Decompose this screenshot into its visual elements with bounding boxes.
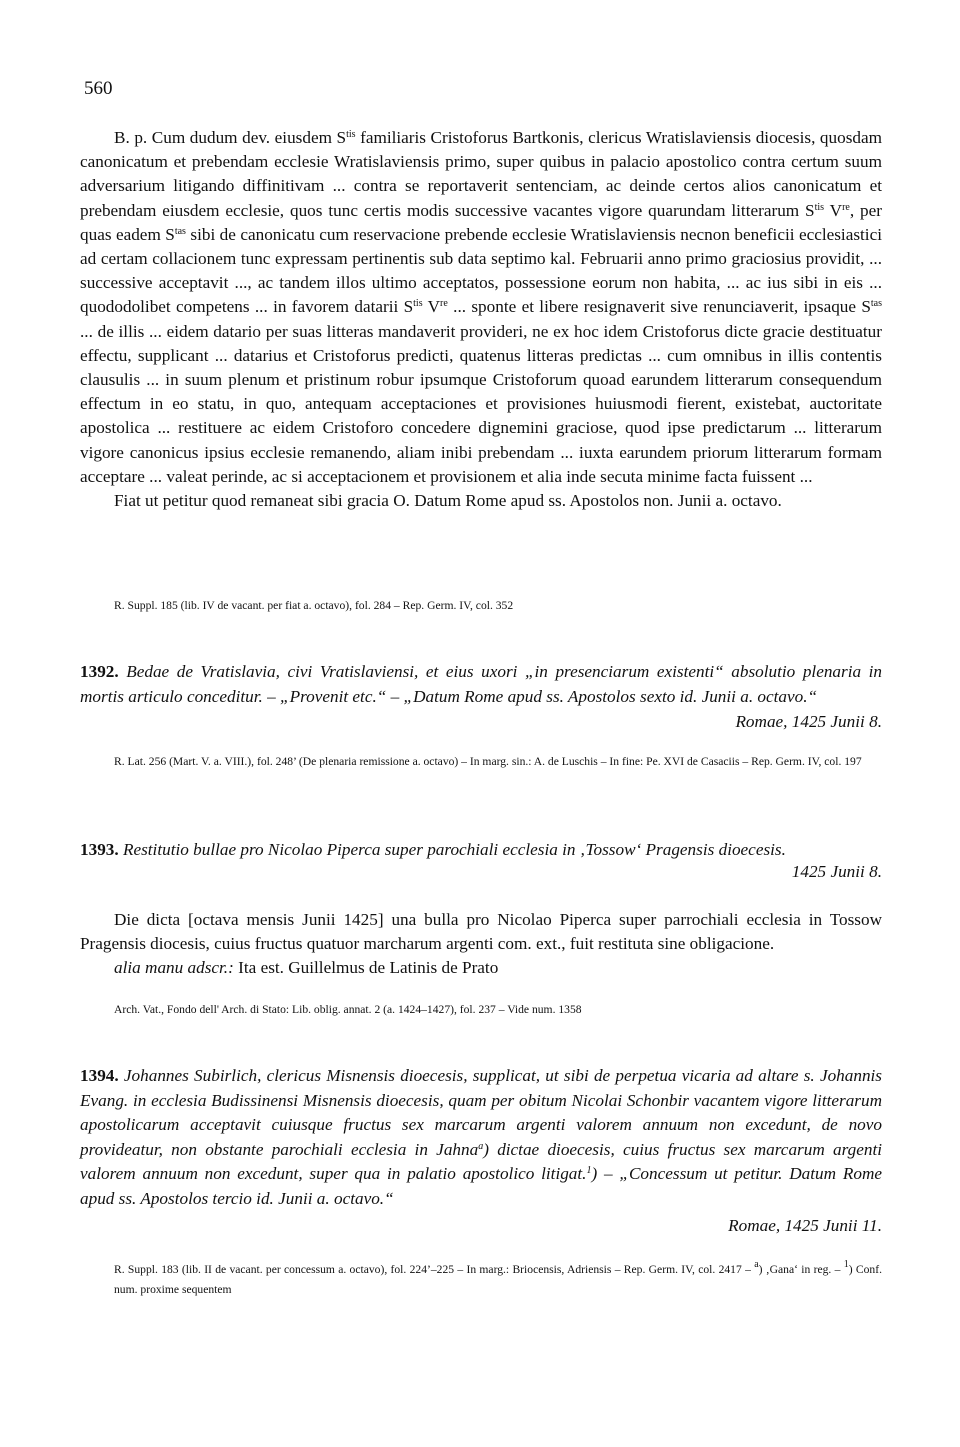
entry-1394-date: Romae, 1425 Junii 11.: [728, 1216, 882, 1235]
entry-1393-number: 1393.: [80, 840, 119, 859]
entry-1394-footnote: R. Suppl. 183 (lib. II de vacant. per concessum a. octavo), fol. 224’–225 – In marg.: Briocensis, Adriensis – Rep. Germ. IV, col. 2417 – $^a$) ‚Gana‘ in reg. – $^1$) Conf. num. proxime sequentem: [114, 1259, 882, 1296]
entry-1393-date: 1425 Junii 8.: [791, 862, 882, 881]
entry-1394-number: 1394.: [80, 1066, 119, 1085]
alia-manu-label: alia manu adscr.:: [114, 958, 234, 978]
entry-1394-regest: [80, 1064, 882, 1212]
entry-1392-number: 1392.: [80, 662, 119, 681]
entry-1393-paragraph: Die dicta [octava mensis Junii 1425] una bulla pro Nicolao Piperca super parrochiali ecclesia in Tossow Pragensis diocesis, cuius fructus quatuor marcharum argenti com. ext., fuit restituta sine obligacione.: [80, 910, 882, 954]
entry-1392-date: Romae, 1425 Junii 8.: [735, 712, 882, 731]
entry-1392-regest: [80, 660, 882, 709]
entry-b-footnote: R. Suppl. 185 (lib. IV de vacant. per fiat a. octavo), fol. 284 – Rep. Germ. IV, col. 352: [114, 599, 514, 612]
entry-1393-body: [80, 908, 882, 981]
entry-1393-footnote: Arch. Vat., Fondo dell' Arch. di Stato: Lib. oblig. annat. 2 (a. 1424–1427), fol. 237 – Vide num. 1358: [114, 1003, 582, 1016]
entry-b-paragraph: B. p. Cum dudum dev. eiusdem $S^{tis}$ familiaris Cristoforus Bartkonis, clericus Wratislaviensis diocesis, quosdam canonicatum et prebendam ecclesie Wratislaviensis primo, super quibus in palacio apostolico contra certum suum adversarium litigando diffinitivam ... contra se reportaverit sentenciam, ac deinde certos alios canonicatum et prebendam eiusdem ecclesie, quos tunc certis modis successive vacantes vigore quarundam litterarum $S^{tis}$ Vre, per quas eadem $S^{tas}$ sibi de canonicatu cum reservacione prebende ecclesie Wratislaviensis necnon beneficii ecclesiastici ad certam collacionem tunc expressam pertinentis sub data septimo kal. Februarii anno primo graciosius providit, ... successive acceptavit ..., ac tandem illos ultimo acceptatos, possessione eorum non habita, ... ac ius sibi in eis ... quododolibet competens ... in favorem datarii $S^{tis}$ Vre ... sponte et libere resignaverit sive renunciaverit, ipsaque $S^{tas}$ ... de illis ... eidem datario per suas litteras mandaverit provideri, ne ex hoc idem Cristoforus dicte gracie destituatur effectu, supplicant ... datarius et Cristoforus predicti, quatenus litteras predictas ... cum omnibus in illis contentis clausulis ... in suum plenum et pristinum robur ipsumque Cristoforum quoad earundem litterarum consequendum effectum in eo statu, in quo, antequam acceptaciones et provisiones huiusmodi fierent, existebat, auctoritate apostolica ... restituere ac eidem Cristoforo concedere dignemini graciose, quod ipse predictarum ... litterarum vigore canonicus ipsius ecclesie remanendo, aliam inibi prebendam ... iuxta earundem priorum litterarum formam acceptare ... valeat perinde, ac si acceptacionem et provisionem et alia inde secuta minime facta fuissent ...: [80, 128, 883, 486]
entry-1393-regest: [80, 838, 882, 863]
page-number: 560: [84, 78, 113, 99]
entry-1394-text: Johannes Subirlich, clericus Misnensis dioecesis, supplicat, ut sibi de perpetua vicaria ad altare s. Johannis Evang. in ecclesia Budissinensi Misnensis dioecesis, quam per obitum Nicolai Schonbir vacantem vigore litterarum apostolicarum acceptavit cuiusque fructus sex marcarum argenti valorem annuum non excedunt, de novo provideatur, non obstante parochiali ecclesia in Jahna$^a$) dictae dioecesis, cuius fructus sex marcarum argenti valorem annuum non excedunt, super qua in palatio apostolico litigat.$^1$) – „Concessum ut petitur. Datum Rome apud ss. Apostolos tercio id. Junii a. octavo.“: [80, 1066, 883, 1208]
entry-1393-text: Restitutio bullae pro Nicolao Piperca super parochiali ecclesia in ‚Tossow‘ Pragensis dioecesis.: [122, 840, 786, 859]
entry-b-fiat: Fiat ut petitur quod remaneat sibi gracia O. Datum Rome apud ss. Apostolos non. Junii a. octavo.: [114, 491, 782, 511]
entry-b: [80, 126, 882, 513]
entry-1392-text: Bedae de Vratislavia, civi Vratislaviensi, et eius uxori „in presenciarum existenti“ absolutio plenaria in mortis articulo conceditur. – „Provenit etc.“ – „Datum Rome apud ss. Apostolos sexto id. Junii a. octavo.“: [80, 662, 882, 706]
entry-1393-alia: [80, 956, 882, 980]
alia-manu-text: Ita est. Guillelmus de Latinis de Prato: [233, 958, 499, 978]
entry-1392-footnote: R. Lat. 256 (Mart. V. a. VIII.), fol. 248’ (De plenaria remissione a. octavo) – In marg. sin.: A. de Luschis – In fine: Pe. XVI de Casaciis – Rep. Germ. IV, col. 197: [114, 755, 862, 768]
